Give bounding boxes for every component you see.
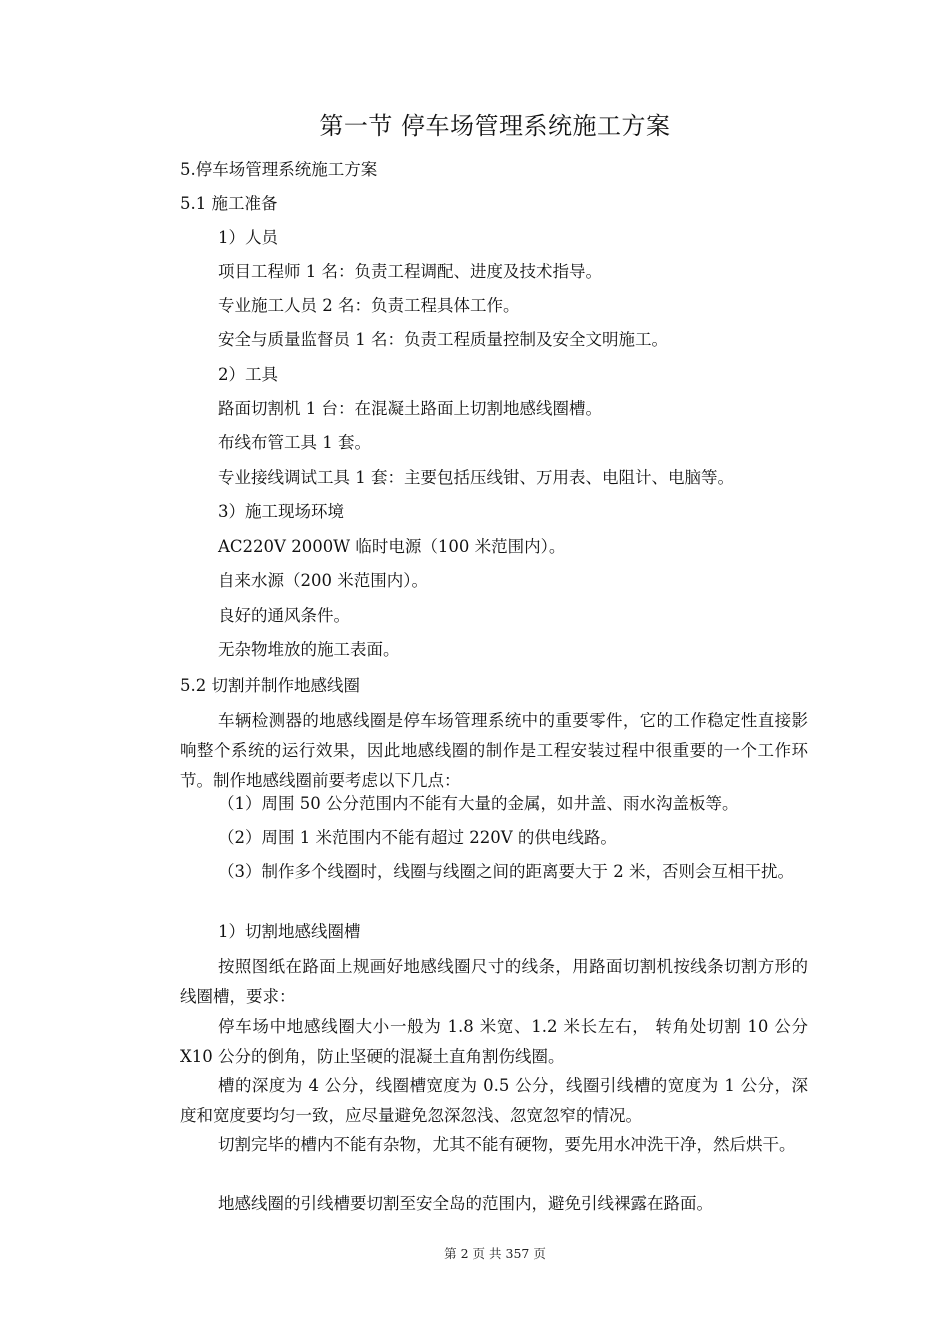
personnel-line-1: 项目工程师 1 名：负责工程调配、进度及技术指导。 bbox=[218, 262, 602, 281]
cut-paragraph-3: 槽的深度为 4 公分，线圈槽宽度为 0.5 公分，线圈引线槽的宽度为 1 公分，深度和宽度要均匀一致，应尽量避免忽深忽浅、忽宽忽窄的情况。 bbox=[180, 1076, 808, 1125]
tools-line-2: 布线布管工具 1 套。 bbox=[218, 433, 371, 452]
subheading-personnel: 1）人员 bbox=[218, 228, 278, 247]
personnel-line-3: 安全与质量监督员 1 名：负责工程质量控制及安全文明施工。 bbox=[218, 330, 668, 349]
cut-paragraph-4: 切割完毕的槽内不能有杂物，尤其不能有硬物，要先用水冲洗干净，然后烘干。 bbox=[218, 1135, 796, 1154]
final-line: 地感线圈的引线槽要切割至安全岛的范围内，避免引线裸露在路面。 bbox=[218, 1194, 713, 1213]
environment-line-4: 无杂物堆放的施工表面。 bbox=[218, 640, 400, 659]
heading-5: 5.停车场管理系统施工方案 bbox=[180, 160, 378, 179]
subheading-tools: 2）工具 bbox=[218, 365, 278, 384]
environment-line-1: AC220V 2000W 临时电源（100 米范围内）。 bbox=[218, 537, 566, 556]
consideration-2: （2）周围 1 米范围内不能有超过 220V 的供电线路。 bbox=[218, 828, 617, 847]
subheading-environment: 3）施工现场环境 bbox=[218, 502, 344, 521]
page-footer: 第 2 页 共 357 页 bbox=[444, 1246, 546, 1261]
cut-paragraph-2: 停车场中地感线圈大小一般为 1.8 米宽、1.2 米长左右， 转角处切割 10 公分 X10 公分的倒角，防止坚硬的混凝土直角割伤线圈。 bbox=[180, 1017, 808, 1066]
personnel-line-2: 专业施工人员 2 名：负责工程具体工作。 bbox=[218, 296, 520, 315]
heading-5-1: 5.1 施工准备 bbox=[180, 194, 278, 213]
intro-paragraph: 车辆检测器的地感线圈是停车场管理系统中的重要零件，它的工作稳定性直接影响整个系统的运行效果，因此地感线圈的制作是工程安装过程中很重要的一个工作环节。制作地感线圈前要考虑以下几点： bbox=[180, 711, 808, 790]
cut-paragraph-1: 按照图纸在路面上规画好地感线圈尺寸的线条，用路面切割机按线条切割方形的线圈槽，要求： bbox=[180, 957, 808, 1006]
environment-line-3: 良好的通风条件。 bbox=[218, 606, 350, 625]
tools-line-1: 路面切割机 1 台：在混凝土路面上切割地感线圈槽。 bbox=[218, 399, 602, 418]
environment-line-2: 自来水源（200 米范围内）。 bbox=[218, 571, 428, 590]
subheading-cut-groove: 1）切割地感线圈槽 bbox=[218, 922, 361, 941]
page-title: 第一节 停车场管理系统施工方案 bbox=[319, 112, 671, 140]
tools-line-3: 专业接线调试工具 1 套：主要包括压线钳、万用表、电阻计、电脑等。 bbox=[218, 468, 734, 487]
heading-5-2: 5.2 切割并制作地感线圈 bbox=[180, 676, 360, 695]
consideration-1: （1）周围 50 公分范围内不能有大量的金属，如井盖、雨水沟盖板等。 bbox=[218, 794, 739, 813]
consideration-3: （3）制作多个线圈时，线圈与线圈之间的距离要大于 2 米，否则会互相干扰。 bbox=[218, 862, 794, 881]
